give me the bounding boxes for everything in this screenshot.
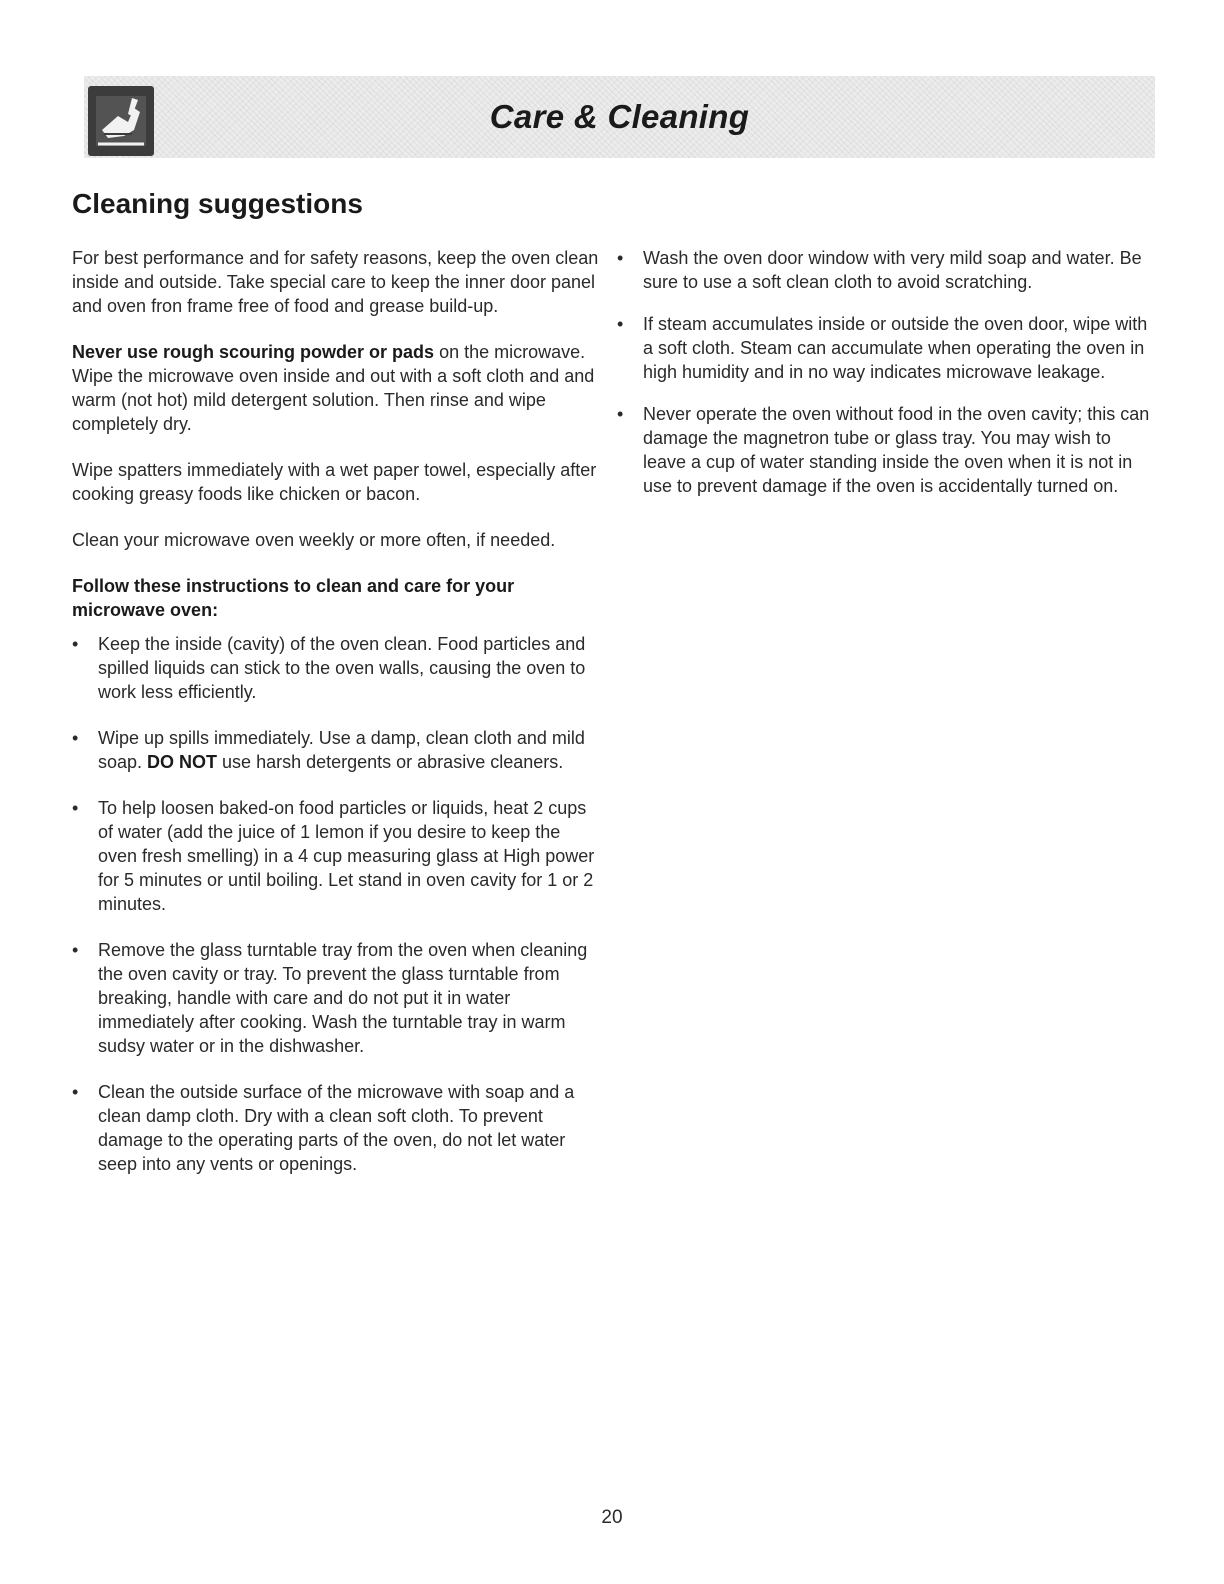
spatters-paragraph: Wipe spatters immediately with a wet paper towel, especially after cooking greasy foods like chicken or bacon. <box>72 460 597 504</box>
page-number: 20 <box>601 1507 623 1528</box>
scouring-warning-paragraph <box>72 340 600 436</box>
list-item: • To help loosen baked-on food particles or liquids, heat 2 cups of water (add the juice of 1 lemon if you desire to keep the oven fresh smelling) in a 4 cup measuring glass at High power for 5 minutes or until boiling. Let stand in oven cavity for 1 or 2 minutes. <box>72 798 595 914</box>
list-item: • Keep the inside (cavity) of the oven clean. Food particles and spilled liquids can stick to the oven walls, causing the oven to work less efficiently. <box>72 634 586 702</box>
bullet-icon: • <box>72 798 79 818</box>
banner-title: Care & Cleaning <box>489 98 750 135</box>
bullet-icon: • <box>72 728 79 748</box>
bullet-icon: • <box>72 1082 79 1102</box>
list-item: • If steam accumulates inside or outside the oven door, wipe with a soft cloth. Steam can accumulate when operating the oven in high humidity and in no way indicates microwave leakage. <box>617 314 1148 382</box>
scouring-warning-text: on the microwave. Wipe the microwave oven inside and out with a soft cloth and and warm (not hot) mild detergent solution. Then rinse and wipe completely dry. <box>72 342 595 434</box>
right-bullet-list <box>617 246 1157 498</box>
section-title: Cleaning suggestions <box>72 188 363 219</box>
left-bullet-list <box>72 632 600 1176</box>
bullet-icon: • <box>72 940 79 960</box>
list-item: • Remove the glass turntable tray from the oven when cleaning the oven cavity or tray. To prevent the glass turntable from breaking, handle with care and do not put it in water immediately after cooking. Wash the turntable tray in warm sudsy water or in the dishwasher. <box>72 940 588 1056</box>
list-item: • Wipe up spills immediately. Use a damp, clean cloth and mild soap. DO NOT use harsh detergents or abrasive cleaners. <box>72 728 585 772</box>
bullet-icon: • <box>72 634 79 654</box>
bullet-icon: • <box>617 314 624 334</box>
list-item: • Clean the outside surface of the microwave with soap and a clean damp cloth. Dry with a clean soft cloth. To prevent damage to the operating parts of the oven, do not let water seep into any vents or openings. <box>72 1082 575 1174</box>
bullet-icon: • <box>617 248 624 268</box>
bullet-icon: • <box>617 404 624 424</box>
list-item: • Never operate the oven without food in the oven cavity; this can damage the magnetron tube or glass tray. You may wish to leave a cup of water standing inside the oven when it is not in use to prevent damage if the oven is accidentally turned on. <box>617 404 1150 496</box>
intro-paragraph: For best performance and for safety reasons, keep the oven clean inside and outside. Take special care to keep the inner door panel and oven fron frame free of food and grease build-up. <box>72 248 599 316</box>
list-item: • Wash the oven door window with very mild soap and water. Be sure to use a soft clean cloth to avoid scratching. <box>617 248 1142 292</box>
scouring-warning-bold: Never use rough scouring powder or pads <box>72 342 435 362</box>
weekly-paragraph: Clean your microwave oven weekly or more often, if needed. <box>72 530 556 550</box>
section-banner <box>84 76 1155 158</box>
instructions-heading: Follow these instructions to clean and care for your microwave oven: <box>72 576 515 620</box>
left-column <box>72 246 600 1198</box>
right-column <box>617 246 1157 516</box>
